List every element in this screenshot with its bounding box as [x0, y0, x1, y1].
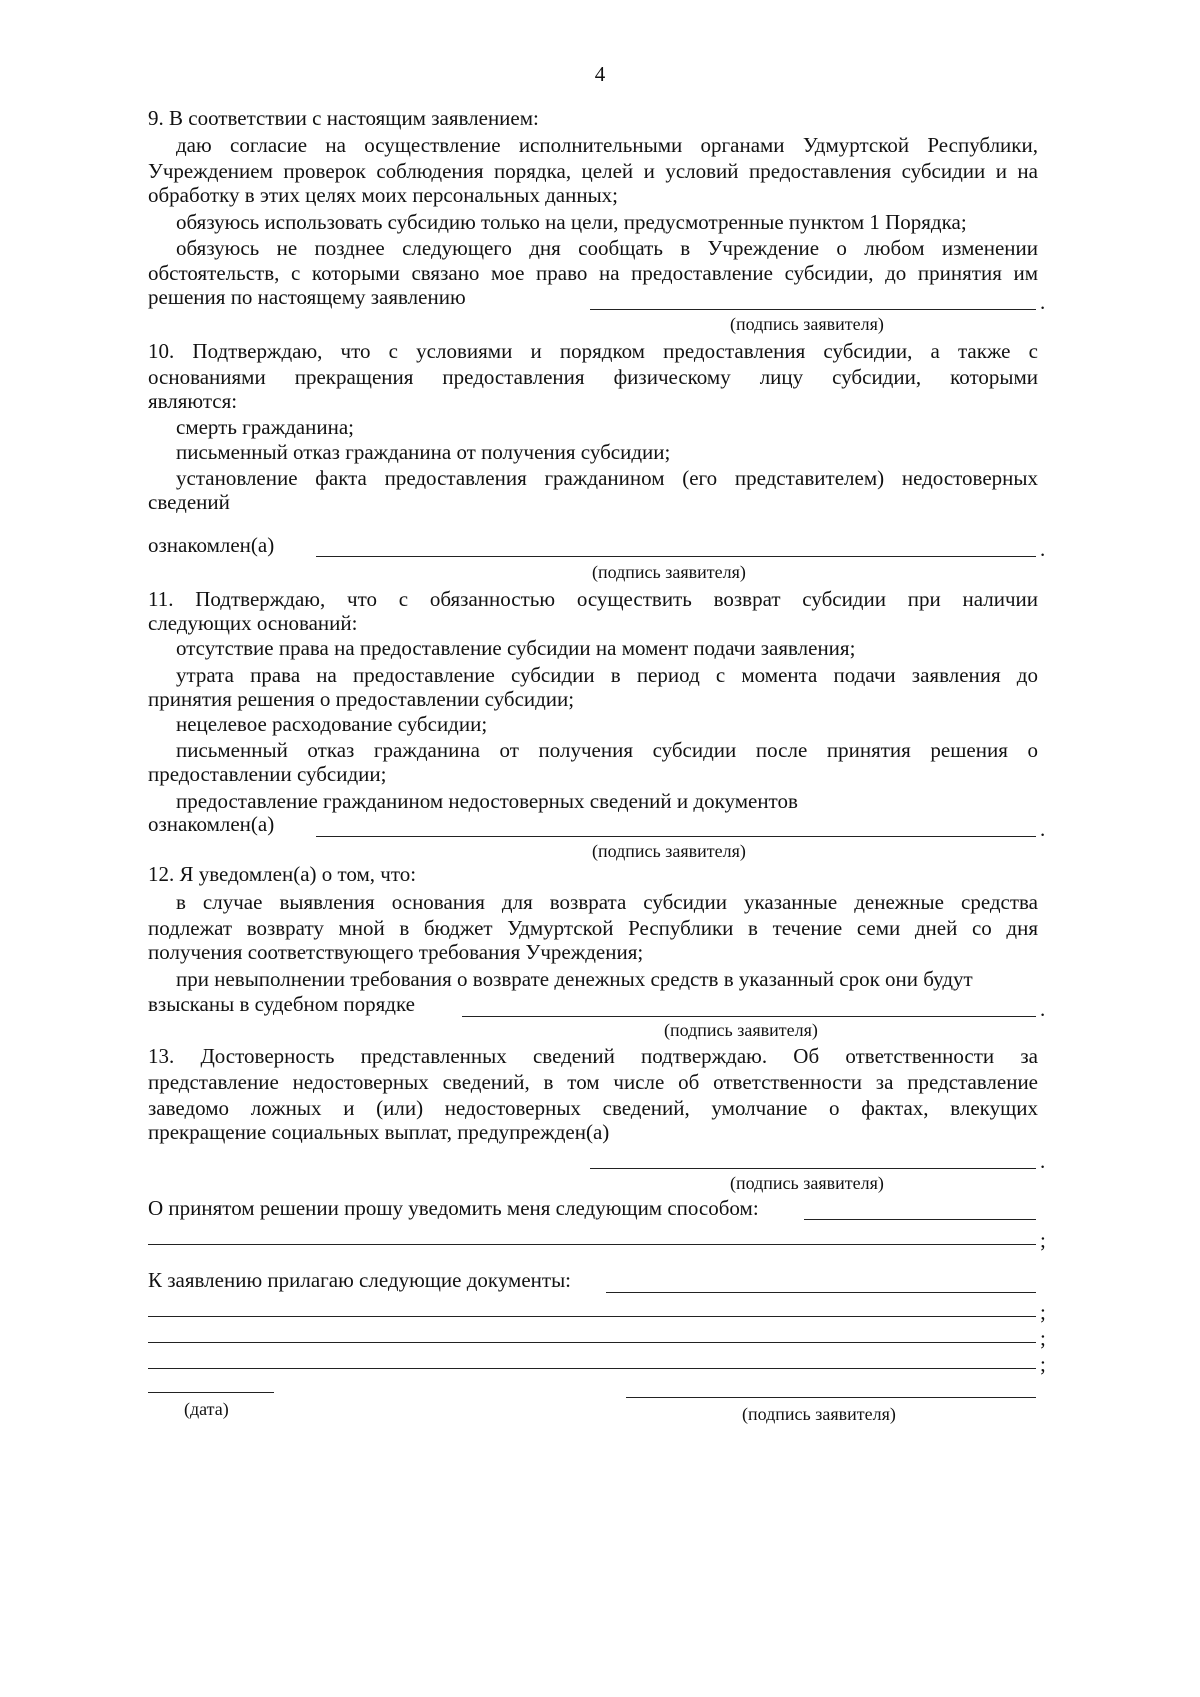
page-number: 4	[594, 62, 606, 86]
s12-period: .	[1040, 997, 1046, 1021]
s10-line: установление факта предоставления гражданином (его представителем) недостоверных	[176, 466, 1038, 490]
s11-line: принятия решения о предоставлении субсидии;	[148, 687, 575, 711]
s9-signature-caption: (подпись заявителя)	[730, 314, 884, 334]
s12-line: подлежат возврату мной в бюджет Удмуртской Республики в течение семи дней со дня	[148, 916, 1038, 940]
date-field[interactable]	[148, 1392, 274, 1393]
s13-period: .	[1040, 1149, 1046, 1173]
s9-signature-field[interactable]	[590, 309, 1036, 310]
s10-heading: 10. Подтверждаю, что с условиями и порядком предоставления субсидии, а также с	[148, 339, 1038, 363]
s10-line: смерть гражданина;	[176, 415, 354, 439]
notify-semicolon: ;	[1040, 1228, 1046, 1252]
s13-line: заведомо ложных и (или) недостоверных сведений, умолчание о фактах, влекущих	[148, 1096, 1038, 1120]
s10-signature-caption: (подпись заявителя)	[592, 562, 746, 582]
s12-line: получения соответствующего требования Учреждения;	[148, 940, 644, 964]
attach-semicolon: ;	[1040, 1352, 1046, 1376]
s13-line: представление недостоверных сведений, в том числе об ответственности за представление	[148, 1070, 1038, 1094]
s12-signature-caption: (подпись заявителя)	[664, 1020, 818, 1040]
s9-line: решения по настоящему заявлению	[148, 285, 466, 309]
attach-label: К заявлению прилагаю следующие документы:	[148, 1268, 572, 1292]
s9-line: обработку в этих целях моих персональных данных;	[148, 183, 619, 207]
s11-signature-caption: (подпись заявителя)	[592, 841, 746, 861]
s10-line: сведений	[148, 490, 230, 514]
s10-period: .	[1040, 537, 1046, 561]
s9-heading: 9. В соответствии с настоящим заявлением:	[148, 106, 539, 130]
s11-line: отсутствие права на предоставление субсидии на момент подачи заявления;	[176, 636, 856, 660]
s11-heading: 11. Подтверждаю, что с обязанностью осуществить возврат субсидии при наличии	[148, 587, 1038, 611]
s11-line: нецелевое расходование субсидии;	[176, 712, 488, 736]
s9-line: даю согласие на осуществление исполнительными органами Удмуртской Республики,	[176, 133, 1038, 157]
attach-field-3[interactable]	[148, 1342, 1036, 1343]
s10-signature-field[interactable]	[316, 556, 1036, 557]
s9-line: Учреждением проверок соблюдения порядка, целей и условий предоставления субсидии и на	[148, 159, 1038, 183]
s13-line: прекращение социальных выплат, предупрежден(а)	[148, 1120, 610, 1144]
final-signature-field[interactable]	[626, 1397, 1036, 1398]
s10-line: основаниями прекращения предоставления физическому лицу субсидии, которыми	[148, 365, 1038, 389]
attach-semicolon: ;	[1040, 1326, 1046, 1350]
s11-line: письменный отказ гражданина от получения субсидии после принятия решения о	[176, 738, 1038, 762]
attach-field-1[interactable]	[606, 1292, 1036, 1293]
final-signature-caption: (подпись заявителя)	[742, 1404, 896, 1424]
s10-ack-label: ознакомлен(а)	[148, 533, 275, 557]
s11-line: следующих оснований:	[148, 611, 358, 635]
s11-line: предоставлении субсидии;	[148, 762, 387, 786]
notify-method-field[interactable]	[804, 1219, 1036, 1220]
s12-line: при невыполнении требования о возврате денежных средств в указанный срок они будут	[176, 967, 973, 991]
s9-line: обязуюсь не позднее следующего дня сообщать в Учреждение о любом изменении	[176, 236, 1038, 260]
s10-line: являются:	[148, 389, 238, 413]
s9-period: .	[1040, 290, 1046, 314]
attach-semicolon: ;	[1040, 1300, 1046, 1324]
s11-line: утрата права на предоставление субсидии в период с момента подачи заявления до	[176, 663, 1038, 687]
notify-method-field-2[interactable]	[148, 1244, 1036, 1245]
s9-line: обстоятельств, с которыми связано мое право на предоставление субсидии, до принятия им	[148, 261, 1038, 285]
s13-signature-field[interactable]	[590, 1168, 1036, 1169]
s12-line: в случае выявления основания для возврата субсидии указанные денежные средства	[176, 890, 1038, 914]
s9-line: обязуюсь использовать субсидию только на цели, предусмотренные пунктом 1 Порядка;	[176, 210, 967, 234]
notify-label: О принятом решении прошу уведомить меня следующим способом:	[148, 1196, 759, 1220]
s13-signature-caption: (подпись заявителя)	[730, 1173, 884, 1193]
s12-line: взысканы в судебном порядке	[148, 992, 415, 1016]
date-caption: (дата)	[184, 1399, 229, 1419]
s12-signature-field[interactable]	[462, 1016, 1036, 1017]
s11-line: предоставление гражданином недостоверных сведений и документов	[176, 789, 798, 813]
s11-period: .	[1040, 817, 1046, 841]
s12-heading: 12. Я уведомлен(а) о том, что:	[148, 862, 417, 886]
s13-heading: 13. Достоверность представленных сведений подтверждаю. Об ответственности за	[148, 1044, 1038, 1068]
attach-field-2[interactable]	[148, 1316, 1036, 1317]
s11-signature-field[interactable]	[316, 836, 1036, 837]
s11-ack-label: ознакомлен(а)	[148, 812, 275, 836]
s10-line: письменный отказ гражданина от получения субсидии;	[176, 440, 671, 464]
attach-field-4[interactable]	[148, 1368, 1036, 1369]
